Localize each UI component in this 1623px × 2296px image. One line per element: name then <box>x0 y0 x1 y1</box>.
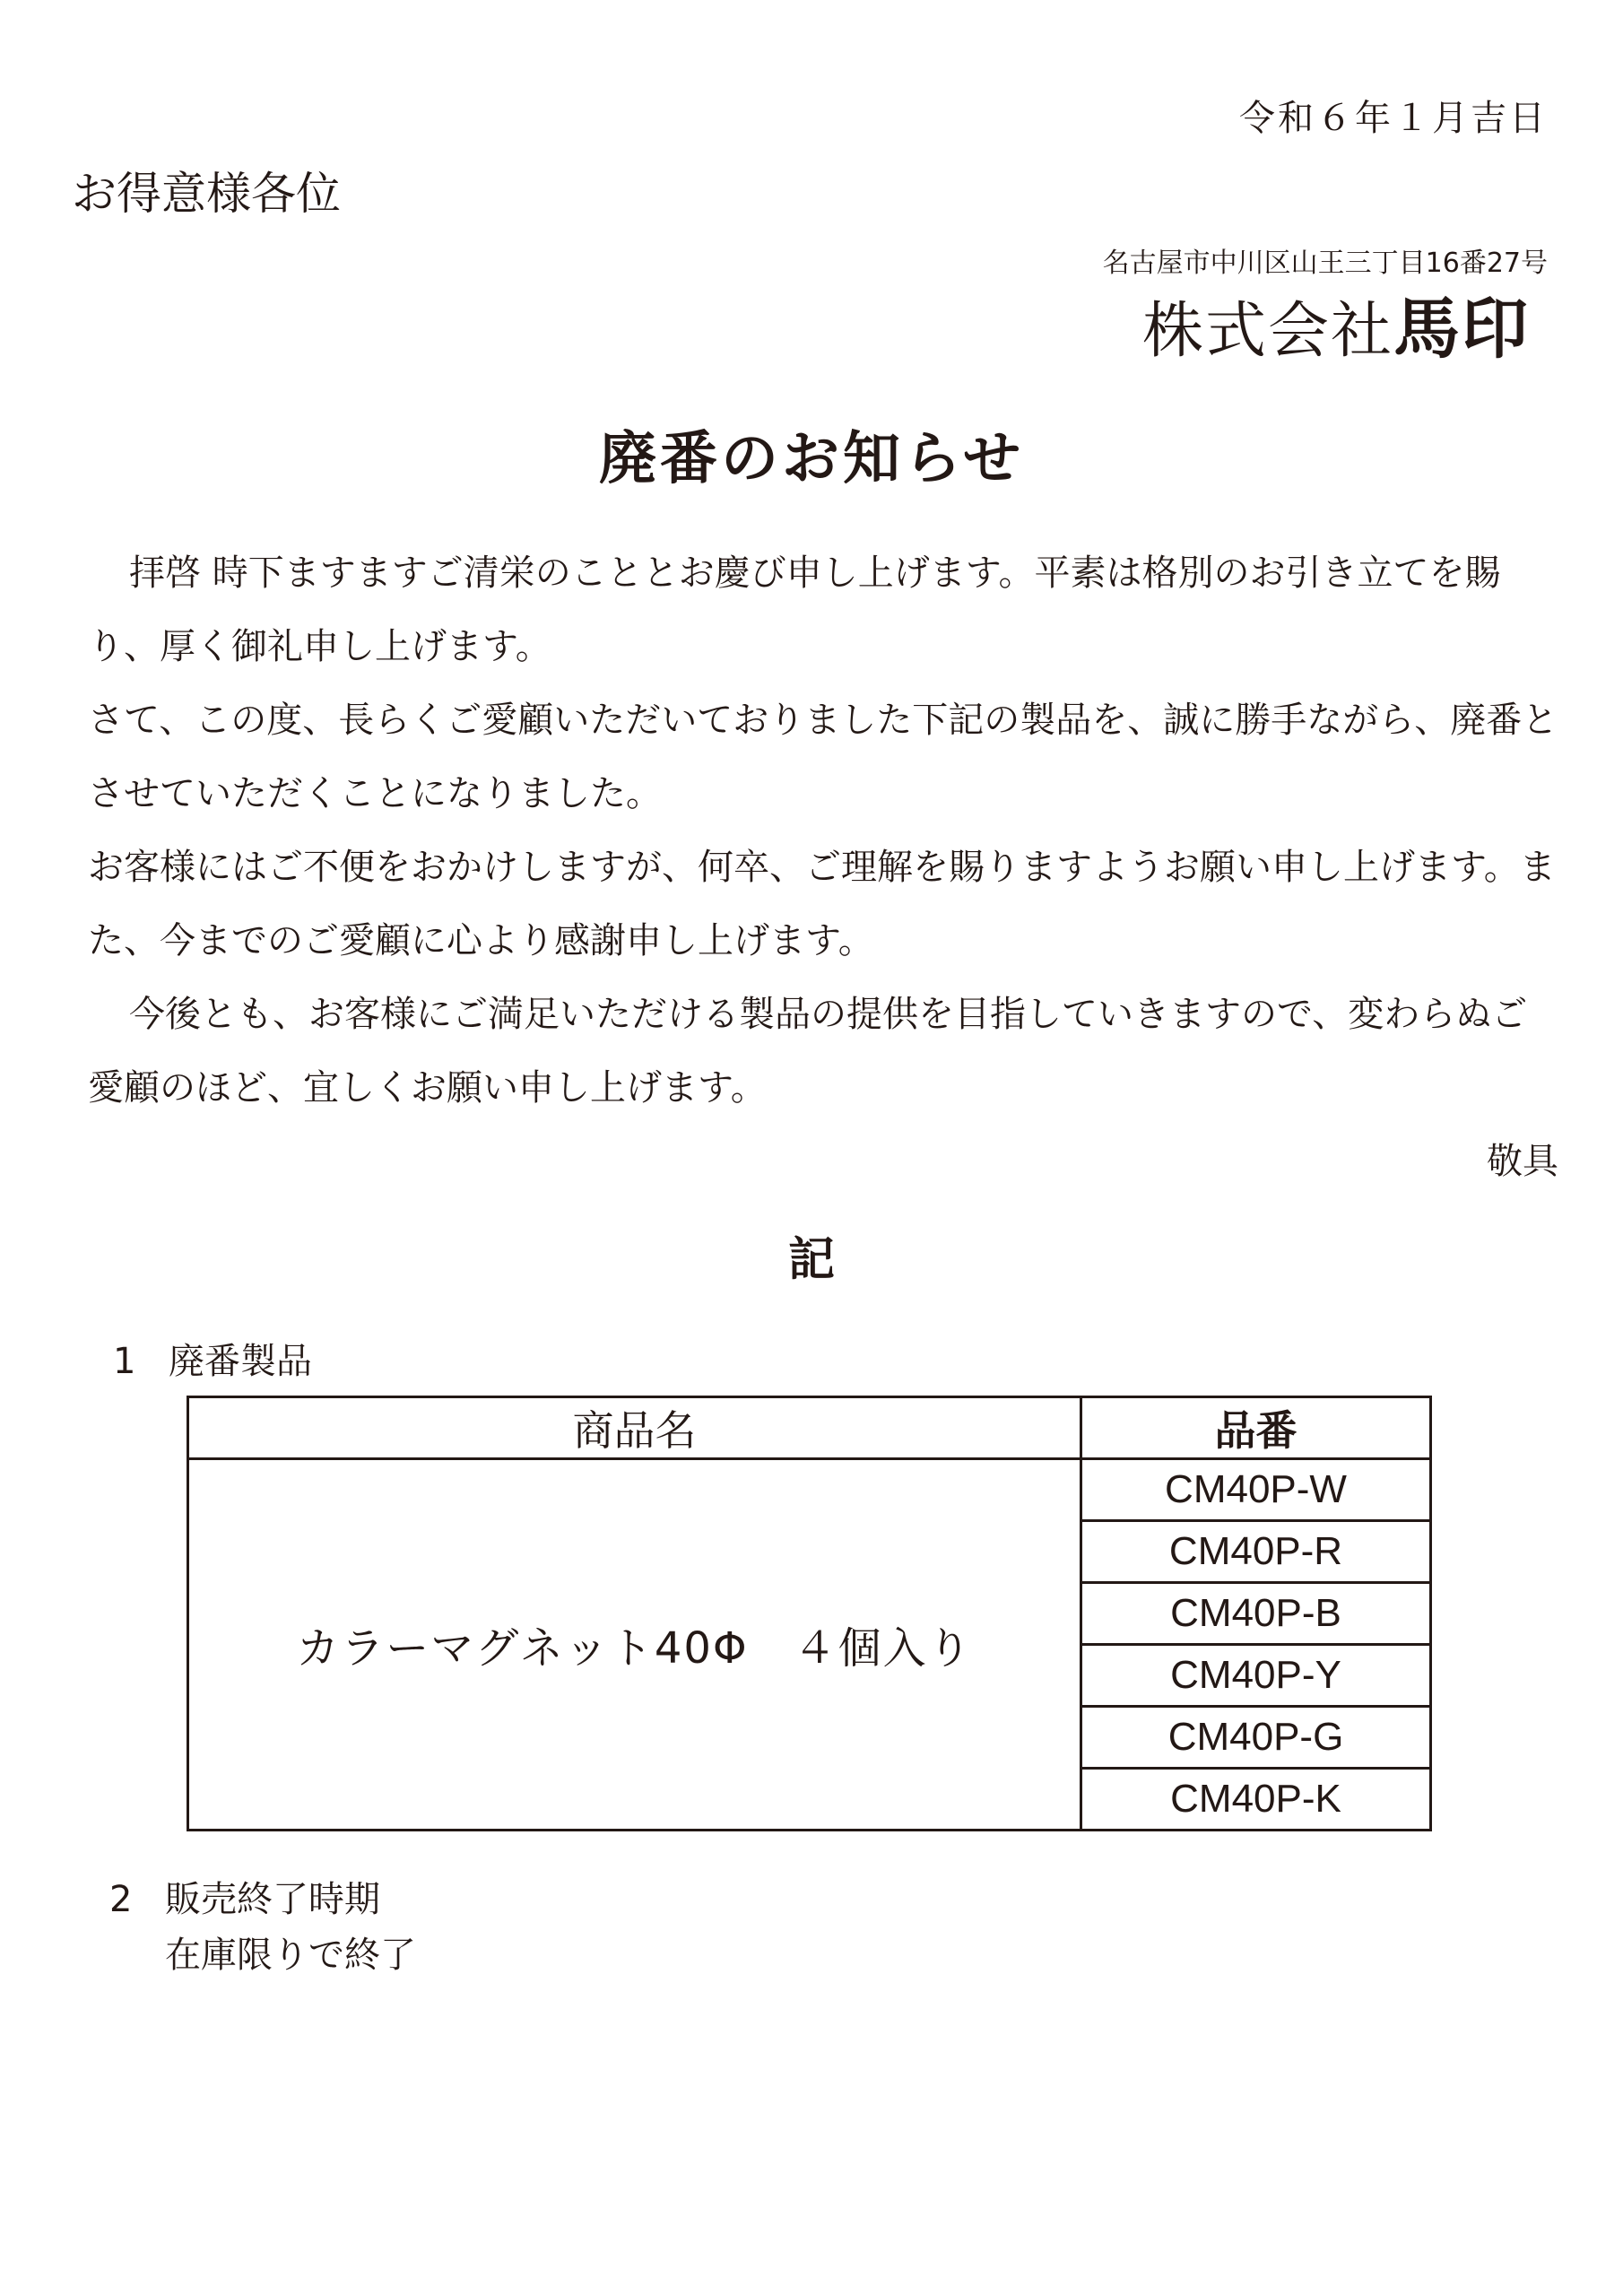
product-code-cell: CM40P-B <box>1081 1583 1431 1645</box>
section-discontinued-products <box>113 1333 312 1384</box>
section-number: 2 <box>109 1879 133 1920</box>
document-title: 廃番のお知らせ <box>598 426 1025 492</box>
header-product-code: 品番 <box>1081 1397 1431 1459</box>
section-sales-end <box>109 1871 380 1922</box>
product-code-cell: CM40P-Y <box>1081 1645 1431 1707</box>
product-name-cell: カラーマグネット40Φ ４個入り <box>188 1459 1081 1831</box>
product-table <box>187 1396 1432 1831</box>
section-label: 販売終了時期 <box>165 1879 380 1920</box>
product-code-cell: CM40P-W <box>1081 1459 1431 1521</box>
section-number: 1 <box>113 1341 136 1382</box>
header-product-name: 商品名 <box>188 1397 1081 1459</box>
paragraph-apology: お客様にはご不便をおかけしますが、何卒、ご理解を賜りますようお願い申し上げます。また、今までのご愛顧に心より感謝申し上げます。 <box>88 847 1556 961</box>
table-header-row <box>188 1397 1431 1459</box>
company-prefix: 株式会社 <box>1141 296 1393 367</box>
paragraph-announcement: さて、この度、長らくご愛顧いただいておりました下記の製品を、誠に勝手ながら、廃番とさせていただくことになりました。 <box>88 700 1558 814</box>
recipient: お得意様各位 <box>72 168 341 220</box>
sales-end-detail: 在庫限りで終了 <box>165 1935 416 1976</box>
product-code-cell: CM40P-K <box>1081 1769 1431 1831</box>
product-code-cell: CM40P-G <box>1081 1707 1431 1769</box>
company-name <box>1142 276 1530 371</box>
product-code-cell: CM40P-R <box>1081 1521 1431 1583</box>
paragraph-closing-remarks: 今後とも、お客様にご満足いただける製品の提供を目指していきますので、変わらぬご愛顧のほど、宜しくお願い申し上げます。 <box>88 994 1528 1109</box>
ki-heading: 記 <box>787 1233 835 1287</box>
paragraph-greeting: 拝啓 時下ますますご清栄のこととお慶び申し上げます。平素は格別のお引き立てを賜り、厚く御礼申し上げます。 <box>88 552 1501 667</box>
letter-body <box>88 536 1558 1198</box>
closing-keigu: 敬具 <box>1487 1141 1558 1182</box>
company-address: 名古屋市中川区山王三丁目16番27号 <box>1102 248 1548 279</box>
section-label: 廃番製品 <box>169 1341 312 1382</box>
document-date: 令和６年１月吉日 <box>1239 98 1548 139</box>
company-brand: 馬印 <box>1393 291 1530 368</box>
table-row <box>188 1459 1431 1521</box>
